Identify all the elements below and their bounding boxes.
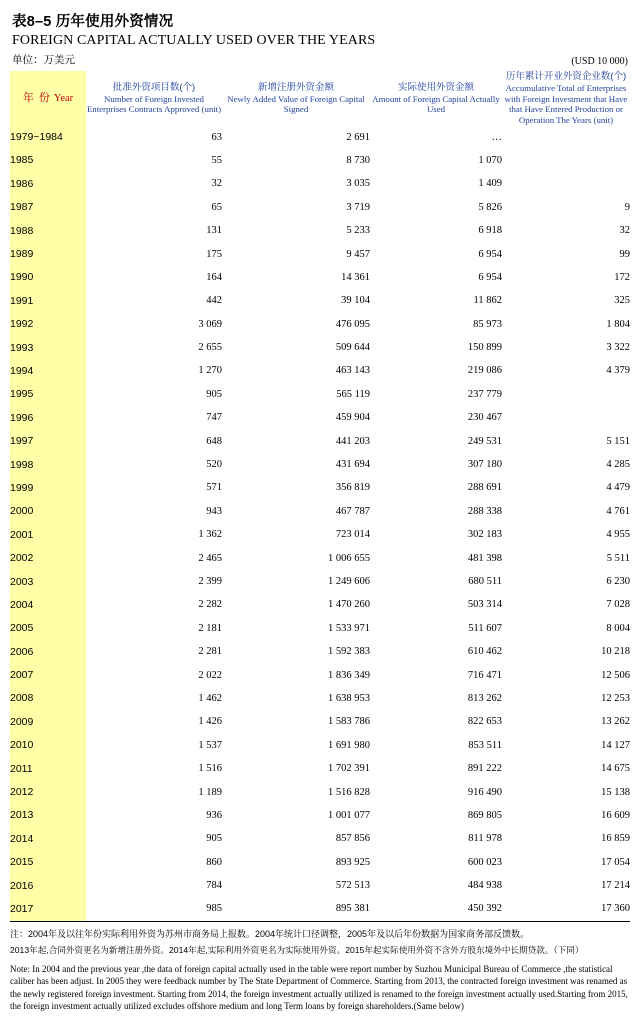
column-header-accumulative	[502, 71, 630, 125]
cell-signed: 3 719	[346, 201, 370, 213]
cell-used: 600 023	[467, 856, 502, 868]
table-row	[10, 289, 630, 312]
table-row	[10, 336, 630, 359]
cell-used: 916 490	[467, 786, 502, 798]
cell-approved: 2 281	[198, 646, 222, 658]
table-row	[10, 710, 630, 733]
cell-approved: 2 282	[198, 599, 222, 611]
cell-accumulative: 14 675	[601, 763, 630, 775]
cell-signed: 1 583 786	[328, 716, 370, 728]
cell-signed: 431 694	[335, 459, 370, 471]
cell-year: 1987	[10, 196, 86, 219]
table-row	[10, 500, 630, 523]
cell-accumulative: 17 214	[601, 880, 630, 892]
cell-year: 1999	[10, 476, 86, 499]
cell-used: 481 398	[467, 552, 502, 564]
cell-year: 2004	[10, 593, 86, 616]
cell-accumulative: 9	[624, 201, 630, 213]
page-title-en: FOREIGN CAPITAL ACTUALLY USED OVER THE YEARS	[12, 33, 376, 48]
table-row	[10, 242, 630, 265]
table-row	[10, 546, 630, 569]
cell-signed: 9 457	[346, 248, 370, 260]
cell-accumulative: 4 379	[606, 365, 630, 377]
cell-used: 891 222	[467, 763, 502, 775]
column-header-signed	[222, 71, 370, 125]
column-header-year	[10, 71, 86, 125]
table-row	[10, 359, 630, 382]
cell-signed: 1 533 971	[328, 622, 370, 634]
note-cn-2: 2013年起,合同外资更名为新增注册外资。2014年起,实际利用外资更名为实际使用外资。2015年起实际使用外资不含外方股东境外中长期贷款。（下同）	[10, 945, 584, 956]
cell-approved: 943	[206, 505, 222, 517]
cell-used: 219 086	[467, 365, 502, 377]
cell-year: 2000	[10, 500, 86, 523]
table-row	[10, 383, 630, 406]
column-header-signed-cn: 新增注册外资金额	[257, 81, 334, 93]
cell-used: 869 805	[467, 809, 502, 821]
table-notes	[10, 928, 630, 1013]
cell-accumulative: 3 322	[606, 342, 630, 354]
table-row	[10, 617, 630, 640]
cell-approved: 2 465	[198, 552, 222, 564]
cell-approved: 2 022	[198, 669, 222, 681]
cell-year: 1979~1984	[10, 125, 86, 148]
cell-accumulative: 99	[619, 248, 630, 260]
cell-accumulative: 4 479	[606, 482, 630, 494]
cell-accumulative: 172	[614, 271, 630, 283]
table-row	[10, 593, 630, 616]
table-row	[10, 523, 630, 546]
cell-accumulative: 16 859	[601, 833, 630, 845]
cell-year: 2002	[10, 546, 86, 569]
table-row	[10, 453, 630, 476]
cell-year: 1993	[10, 336, 86, 359]
cell-year: 2005	[10, 617, 86, 640]
cell-year: 1985	[10, 149, 86, 172]
cell-used: 1 409	[478, 178, 502, 190]
table-header-row	[10, 71, 630, 125]
cell-year: 1991	[10, 289, 86, 312]
unit-row	[12, 52, 628, 67]
cell-signed: 572 513	[335, 880, 370, 892]
cell-approved: 1 426	[198, 716, 222, 728]
cell-used: 1 070	[478, 154, 502, 166]
cell-signed: 893 925	[335, 856, 370, 868]
cell-year: 2006	[10, 640, 86, 663]
cell-signed: 1 006 655	[328, 552, 370, 564]
cell-accumulative: 5 151	[606, 435, 630, 447]
cell-signed: 467 787	[335, 505, 370, 517]
cell-used: 6 954	[478, 248, 502, 260]
cell-signed: 463 143	[335, 365, 370, 377]
column-header-signed-en: Newly Added Value of Foreign Capital Signed	[227, 93, 365, 115]
cell-accumulative: 5 511	[606, 552, 630, 564]
cell-year: 2014	[10, 827, 86, 850]
column-header-year-en: Year	[53, 92, 74, 104]
table-row	[10, 757, 630, 780]
table-row	[10, 663, 630, 686]
cell-year: 1990	[10, 266, 86, 289]
cell-used: …	[491, 131, 502, 143]
cell-year: 2011	[10, 757, 86, 780]
cell-signed: 1 249 606	[328, 576, 370, 587]
cell-signed: 1 691 980	[328, 739, 370, 751]
table-row	[10, 570, 630, 593]
cell-approved: 648	[206, 435, 222, 447]
cell-approved: 164	[206, 271, 222, 283]
cell-accumulative: 4 761	[606, 505, 630, 517]
cell-used: 249 531	[467, 435, 502, 447]
cell-accumulative: 7 028	[606, 599, 630, 611]
cell-signed: 459 904	[335, 412, 370, 424]
cell-accumulative: 4 955	[606, 529, 630, 541]
cell-year: 2009	[10, 710, 86, 733]
cell-approved: 1 537	[198, 739, 222, 751]
cell-signed: 565 119	[336, 388, 370, 400]
cell-approved: 1 462	[198, 692, 222, 704]
cell-accumulative: 325	[614, 295, 630, 307]
cell-signed: 8 730	[346, 154, 370, 166]
table-row	[10, 874, 630, 897]
cell-used: 6 954	[478, 271, 502, 283]
cell-year: 2010	[10, 734, 86, 757]
page-title-cn: 表8–5 历年使用外资情况	[12, 14, 174, 30]
cell-year: 1989	[10, 242, 86, 265]
cell-year: 2017	[10, 897, 86, 921]
cell-approved: 1 270	[198, 365, 222, 377]
table-row	[10, 149, 630, 172]
cell-year: 1998	[10, 453, 86, 476]
cell-signed: 39 104	[341, 295, 370, 307]
cell-signed: 857 856	[335, 833, 370, 845]
cell-used: 288 338	[467, 505, 502, 517]
cell-signed: 1 702 391	[328, 763, 370, 775]
table-row	[10, 827, 630, 850]
table-row	[10, 219, 630, 242]
cell-approved: 131	[206, 225, 222, 237]
cell-used: 450 392	[370, 897, 502, 921]
cell-used: 6 918	[478, 225, 502, 237]
cell-used: 610 462	[467, 646, 502, 658]
cell-approved: 63	[211, 131, 222, 143]
table-row	[10, 687, 630, 710]
cell-signed: 1 592 383	[328, 646, 370, 658]
table-row	[10, 804, 630, 827]
cell-signed: 895 381	[222, 897, 370, 921]
cell-used: 11 862	[473, 295, 502, 307]
cell-approved: 3 069	[198, 318, 222, 330]
table-row	[10, 897, 630, 921]
cell-approved: 442	[206, 295, 222, 307]
cell-accumulative: 13 262	[601, 716, 630, 728]
cell-approved: 860	[206, 856, 222, 868]
cell-approved: 2 181	[198, 622, 222, 634]
cell-accumulative: 4 285	[606, 459, 630, 471]
table-row	[10, 196, 630, 219]
table-body	[10, 125, 630, 921]
cell-used: 230 467	[467, 412, 502, 424]
cell-year: 2013	[10, 804, 86, 827]
table-row	[10, 125, 630, 148]
note-cn-1: 注：2004年及以往年份实际利用外资为苏州市商务局上报数。2004年统计口径调整，2005年及以后年份数据为国家商务部反馈数。	[10, 928, 530, 939]
cell-accumulative: 12 506	[601, 669, 630, 681]
column-header-used-en: Amount of Foreign Capital Actually Used	[372, 93, 500, 115]
cell-used: 822 653	[467, 716, 502, 728]
table-row	[10, 313, 630, 336]
table-row	[10, 406, 630, 429]
cell-used: 288 691	[467, 482, 502, 494]
cell-used: 5 826	[478, 201, 502, 213]
cell-signed: 2 691	[346, 131, 370, 143]
cell-signed: 1 836 349	[328, 669, 370, 681]
cell-accumulative	[502, 406, 630, 429]
cell-year: 1988	[10, 219, 86, 242]
table-row	[10, 640, 630, 663]
column-header-year-cn: 年 份	[22, 91, 51, 104]
foreign-capital-table	[10, 71, 630, 922]
cell-used: 813 262	[467, 692, 502, 704]
cell-accumulative	[502, 125, 630, 148]
table-row	[10, 734, 630, 757]
cell-used: 237 779	[467, 388, 502, 400]
cell-year: 1997	[10, 429, 86, 452]
cell-approved: 65	[211, 201, 222, 213]
column-header-approved-en: Number of Foreign Invested Enterprises Contracts Approved (unit)	[86, 93, 222, 115]
cell-approved: 32	[211, 178, 222, 190]
cell-accumulative: 15 138	[601, 786, 630, 798]
column-header-used-cn: 实际使用外资金额	[397, 81, 474, 93]
cell-used: 307 180	[467, 459, 502, 471]
cell-approved: 985	[86, 897, 222, 921]
cell-signed: 5 233	[346, 225, 370, 237]
cell-year: 2007	[10, 663, 86, 686]
cell-year: 1994	[10, 359, 86, 382]
cell-year: 2015	[10, 851, 86, 874]
cell-accumulative: 6 230	[606, 576, 630, 587]
cell-approved: 55	[211, 154, 222, 166]
cell-signed: 356 819	[335, 482, 370, 494]
unit-label-en: (USD 10 000)	[571, 56, 628, 67]
cell-used: 85 973	[473, 318, 502, 330]
cell-approved: 1 189	[198, 786, 222, 798]
cell-approved: 784	[206, 880, 222, 892]
cell-approved: 747	[206, 412, 222, 424]
cell-year: 1986	[10, 172, 86, 195]
cell-approved: 936	[206, 809, 222, 821]
cell-accumulative	[502, 149, 630, 172]
cell-used: 484 938	[467, 880, 502, 892]
cell-signed: 1 516 828	[328, 786, 370, 798]
cell-approved: 2 399	[198, 576, 222, 587]
cell-approved: 1 516	[198, 763, 222, 775]
cell-signed: 1 638 953	[328, 692, 370, 704]
cell-year: 1992	[10, 313, 86, 336]
cell-used: 716 471	[467, 669, 502, 681]
cell-signed: 441 203	[335, 435, 370, 447]
cell-accumulative: 10 218	[601, 646, 630, 658]
cell-used: 811 978	[468, 833, 502, 845]
cell-accumulative: 17 360	[502, 897, 630, 921]
cell-accumulative: 1 804	[606, 318, 630, 330]
cell-accumulative: 14 127	[601, 739, 630, 751]
table-row	[10, 476, 630, 499]
cell-approved: 905	[206, 833, 222, 845]
cell-signed: 476 095	[335, 318, 370, 330]
cell-used: 503 314	[467, 599, 502, 611]
cell-approved: 175	[206, 248, 222, 260]
cell-signed: 1 470 260	[328, 599, 370, 611]
cell-signed: 1 001 077	[328, 809, 370, 821]
cell-used: 853 511	[468, 739, 502, 751]
cell-used: 302 183	[467, 529, 502, 541]
cell-signed: 3 035	[346, 178, 370, 190]
cell-approved: 1 362	[198, 529, 222, 541]
cell-year: 1996	[10, 406, 86, 429]
cell-used: 150 899	[467, 342, 502, 354]
cell-signed: 723 014	[335, 529, 370, 541]
cell-accumulative: 12 253	[601, 692, 630, 704]
cell-used: 511 607	[468, 622, 502, 634]
cell-year: 2001	[10, 523, 86, 546]
cell-accumulative: 8 004	[606, 622, 630, 634]
cell-accumulative: 17 054	[601, 856, 630, 868]
cell-year: 1995	[10, 383, 86, 406]
cell-approved: 2 655	[198, 342, 222, 354]
column-header-accumulative-en: Accumulative Total of Enterprises with Foreign Investment that Have that Have Entered Production or Operation The Years (unit)	[504, 83, 628, 125]
cell-accumulative	[502, 383, 630, 406]
column-header-accumulative-cn: 历年累计开业外资企业数(个)	[505, 71, 627, 82]
cell-used: 680 511	[468, 576, 502, 587]
cell-approved: 520	[206, 459, 222, 471]
unit-label-cn: 单位：万美元	[12, 54, 75, 66]
cell-year: 2016	[10, 874, 86, 897]
cell-accumulative: 32	[619, 225, 630, 237]
cell-year: 2012	[10, 780, 86, 803]
cell-approved: 905	[206, 388, 222, 400]
column-header-approved	[86, 71, 222, 125]
cell-approved: 571	[206, 482, 222, 494]
table-row	[10, 172, 630, 195]
cell-year: 2003	[10, 570, 86, 593]
table-row	[10, 851, 630, 874]
cell-accumulative: 16 609	[601, 809, 630, 821]
cell-signed: 14 361	[341, 271, 370, 283]
table-row	[10, 266, 630, 289]
column-header-approved-cn: 批准外资项目数(个)	[112, 81, 196, 93]
cell-signed: 509 644	[335, 342, 370, 354]
note-en: Note: In 2004 and the previous year ,the data of foreign capital actually used in the table were report number by Suzhou Municipal Bureau of Commerce ,the statistical caliber has been adjust. In 2005 they were feedback number by The State Department of Commerce. Starting from 2013, the contracted foreign investment was renamed as the newly registered foreign investment. Starting from 2014, the foreign investment actually utilized is renamed to the foreign investment actually used.Starting from 2015, the foreign investment actually utilized excludes offshore medium and long Term loans by foreign shareholders.(Same below)	[10, 963, 628, 1012]
table-row	[10, 429, 630, 452]
column-header-used	[370, 71, 502, 125]
table-row	[10, 780, 630, 803]
cell-accumulative	[502, 172, 630, 195]
cell-year: 2008	[10, 687, 86, 710]
